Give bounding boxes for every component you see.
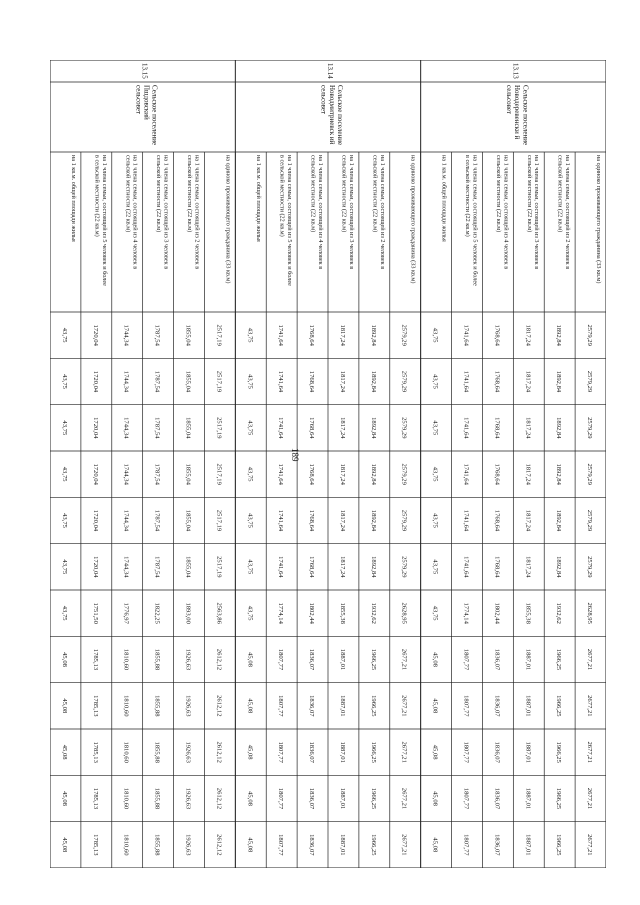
cell-value: 2628,95 xyxy=(400,602,408,624)
row-label: на 1 члена семьи, состоящей из 2 человек в xyxy=(564,155,572,270)
cell-value: 1807,77 xyxy=(462,695,470,717)
cell-value: 1720,04 xyxy=(91,324,99,346)
cell-value: 1926,63 xyxy=(184,834,192,856)
cell-value: 1892,84 xyxy=(555,556,563,578)
cell-value: 1785,13 xyxy=(91,648,99,671)
cell-value: 1836,07 xyxy=(493,695,501,717)
cell-value: 2579,29 xyxy=(400,370,408,393)
row-label: сельской местности (22 кв.м) xyxy=(371,155,379,233)
cell-value: 1887,01 xyxy=(338,741,346,763)
cell-value: 45,08 xyxy=(431,791,439,806)
cell-value: 1785,13 xyxy=(91,741,99,763)
cell-value: 1855,04 xyxy=(184,556,192,578)
cell-value: 2579,29 xyxy=(400,417,408,439)
page-number: 189 xyxy=(290,448,300,462)
cell-value: 1836,07 xyxy=(308,695,316,717)
cell-value: 2612,12 xyxy=(215,648,223,671)
row-label: сельской местности (22 кв.м) xyxy=(309,155,317,233)
cell-value: 1836,07 xyxy=(308,834,316,856)
cell-value: 1855,38 xyxy=(524,602,532,624)
row-label: в сельской местности (22 кв.м) xyxy=(464,155,472,237)
cell-value: 2517,19 xyxy=(215,370,223,393)
cell-value: 1855,04 xyxy=(184,509,192,532)
cell-value: 43,75 xyxy=(60,420,68,436)
row-label: сельской местности (22 кв.м) xyxy=(494,155,502,233)
cell-value: 2677,21 xyxy=(586,695,594,717)
cell-value: 1817,24 xyxy=(338,370,346,393)
cell-value: 1744,34 xyxy=(122,463,130,485)
row-label: на 1 члена семьи, состоящей из 5 человек и более xyxy=(471,155,479,286)
cell-value: 1768,64 xyxy=(308,370,316,393)
cell-value: 2517,19 xyxy=(215,324,223,346)
cell-value: 1855,88 xyxy=(153,741,161,763)
cell-value: 1817,24 xyxy=(338,463,346,485)
cell-value: 1926,63 xyxy=(184,695,192,717)
row-label: на 1 члена семьи, состоящей из 3 человек в xyxy=(162,155,170,270)
row-label: на одиноко проживающего гражданина (33 кв.м) xyxy=(409,155,417,284)
cell-value: 1966,25 xyxy=(555,787,563,810)
section-name: Новодмитриевск ий xyxy=(327,85,336,145)
cell-value: 1741,64 xyxy=(277,417,285,439)
cell-value: 43,75 xyxy=(246,559,254,575)
row-label: сельской местности (22 кв.м) xyxy=(340,155,348,233)
row-label: на 1 члена семьи, состоящей из 4 человек в xyxy=(502,155,510,270)
cell-value: 2579,29 xyxy=(586,370,594,393)
cell-value: 1720,04 xyxy=(91,463,99,485)
section-name: Новодеревенски й xyxy=(513,85,522,140)
cell-value: 1855,04 xyxy=(184,370,192,393)
cell-value: 45,08 xyxy=(246,837,254,853)
cell-value: 45,08 xyxy=(431,837,439,853)
cell-value: 1807,77 xyxy=(277,648,285,671)
cell-value: 1892,84 xyxy=(555,324,563,346)
cell-value: 1892,84 xyxy=(369,463,377,485)
row-label: в сельской местности (22 кв.м) xyxy=(278,155,286,237)
cell-value: 1887,01 xyxy=(524,834,532,856)
cell-value: 2612,12 xyxy=(215,695,223,717)
cell-value: 1855,04 xyxy=(184,463,192,485)
cell-value: 43,75 xyxy=(431,420,439,436)
cell-value: 1768,64 xyxy=(493,463,501,485)
cell-value: 1966,25 xyxy=(555,834,563,856)
row-label: на 1 члена семьи, состоящей из 3 человек в xyxy=(533,155,541,270)
cell-value: 1741,64 xyxy=(462,370,470,393)
cell-value: 45,08 xyxy=(431,698,439,714)
cell-value: 1768,64 xyxy=(308,324,316,346)
row-label: на одиноко проживающего гражданина (33 кв.м) xyxy=(224,155,232,284)
section-name: Сельское поселение xyxy=(336,85,344,146)
row-label: на 1 кв.м. общей площади жилья xyxy=(69,155,77,242)
cell-value: 2579,29 xyxy=(400,463,408,485)
cell-value: 1807,77 xyxy=(462,648,470,671)
row-label: на 1 члена семьи, состоящей из 3 человек в xyxy=(347,155,355,270)
cell-value: 43,75 xyxy=(60,513,68,528)
cell-value: 1741,64 xyxy=(277,370,285,393)
table-body xyxy=(50,60,606,868)
cell-value: 2677,21 xyxy=(586,787,594,810)
cell-value: 1932,62 xyxy=(555,602,563,624)
cell-value: 1887,01 xyxy=(524,648,532,671)
tariff-table xyxy=(50,60,606,868)
section-code: 13.14 xyxy=(326,63,334,79)
row-label: на 1 члена семьи, состоящей из 4 человек в xyxy=(131,155,139,270)
section-name: сельсовет xyxy=(504,85,513,115)
cell-value: 1855,38 xyxy=(338,602,346,624)
cell-value: 2579,29 xyxy=(586,556,594,578)
cell-value: 1892,84 xyxy=(369,417,377,439)
cell-value: 1926,63 xyxy=(184,787,192,810)
cell-value: 1744,34 xyxy=(122,556,130,578)
rotated-table-scan xyxy=(50,60,606,868)
cell-value: 2579,29 xyxy=(586,324,594,346)
cell-value: 1744,34 xyxy=(122,509,130,532)
cell-value: 1768,64 xyxy=(493,509,501,532)
cell-value: 43,75 xyxy=(60,605,68,621)
cell-value: 1807,77 xyxy=(277,787,285,810)
cell-value: 1768,64 xyxy=(493,417,501,439)
cell-value: 1817,24 xyxy=(524,417,532,439)
cell-value: 43,75 xyxy=(246,466,254,482)
cell-value: 1807,77 xyxy=(277,695,285,717)
row-label: на 1 члена семьи, состоящей из 5 человек и более xyxy=(286,155,294,286)
cell-value: 45,08 xyxy=(431,652,439,667)
cell-value: 1802,44 xyxy=(493,602,501,624)
cell-value: 1822,25 xyxy=(153,602,161,624)
row-label: в сельской местности (22 кв.м) xyxy=(93,155,101,237)
cell-value: 1807,77 xyxy=(277,741,285,763)
cell-value: 2579,29 xyxy=(586,509,594,532)
cell-value: 1855,04 xyxy=(184,417,192,439)
cell-value: 2517,19 xyxy=(215,509,223,532)
row-label: на 1 члена семьи, состоящей из 2 человек в xyxy=(193,155,201,270)
cell-value: 2677,21 xyxy=(400,787,408,810)
cell-value: 1966,25 xyxy=(369,695,377,717)
cell-value: 2677,21 xyxy=(586,834,594,856)
section-name: Пшдовский xyxy=(142,85,151,120)
cell-value: 1817,24 xyxy=(524,463,532,485)
cell-value: 2677,21 xyxy=(586,648,594,671)
cell-value: 43,75 xyxy=(431,605,439,621)
cell-value: 43,75 xyxy=(246,374,254,389)
cell-value: 2677,21 xyxy=(400,741,408,763)
cell-value: 1768,64 xyxy=(493,324,501,346)
cell-value: 1768,64 xyxy=(308,556,316,578)
cell-value: 1802,44 xyxy=(308,602,316,624)
cell-value: 1836,07 xyxy=(493,834,501,856)
cell-value: 2563,86 xyxy=(215,602,223,624)
cell-value: 1836,07 xyxy=(308,787,316,810)
cell-value: 2612,12 xyxy=(215,787,223,810)
cell-value: 1741,64 xyxy=(462,509,470,532)
cell-value: 1807,77 xyxy=(462,834,470,856)
cell-value: 1787,54 xyxy=(153,463,161,485)
section-code: 13.15 xyxy=(140,63,149,79)
cell-value: 1810,60 xyxy=(122,834,130,856)
cell-value: 1768,64 xyxy=(308,509,316,532)
cell-value: 2612,12 xyxy=(215,741,223,763)
cell-value: 1836,07 xyxy=(308,741,316,763)
cell-value: 1836,07 xyxy=(493,741,501,763)
cell-value: 1774,14 xyxy=(277,602,285,624)
row-label: на 1 члена семьи, состоящей из 4 человек в xyxy=(317,155,324,270)
cell-value: 2579,29 xyxy=(586,417,594,439)
cell-value: 1741,64 xyxy=(277,509,285,532)
row-label: на 1 кв.м. общей площади жилья xyxy=(440,155,448,242)
cell-value: 1887,01 xyxy=(524,695,532,717)
row-label: на 1 кв.м. общей площади жилья xyxy=(255,155,263,242)
cell-value: 1785,13 xyxy=(91,695,99,717)
cell-value: 1741,64 xyxy=(462,463,470,485)
cell-value: 1817,24 xyxy=(524,556,532,578)
cell-value: 45,08 xyxy=(246,652,254,667)
cell-value: 1966,25 xyxy=(555,695,563,717)
cell-value: 1836,07 xyxy=(493,648,501,671)
row-label: сельской местности (22 кв.м) xyxy=(155,155,163,233)
cell-value: 1926,63 xyxy=(184,648,192,671)
cell-value: 45,08 xyxy=(246,791,254,806)
cell-value: 1768,64 xyxy=(493,556,501,578)
cell-value: 43,75 xyxy=(431,327,439,343)
cell-value: 1720,04 xyxy=(91,370,99,393)
cell-value: 45,08 xyxy=(431,744,439,760)
cell-value: 1966,25 xyxy=(369,834,377,856)
row-label: сельской местности (22 кв.м) xyxy=(186,155,194,233)
row-label: на 1 члена семьи, состоящей из 5 человек и более xyxy=(100,155,108,286)
cell-value: 43,75 xyxy=(60,327,68,343)
cell-value: 1887,01 xyxy=(524,741,532,763)
cell-value: 1817,24 xyxy=(524,324,532,346)
row-label: сельской местности (22 кв.м) xyxy=(124,155,132,233)
cell-value: 2579,29 xyxy=(400,509,408,532)
cell-value: 43,75 xyxy=(431,374,439,389)
cell-value: 1817,24 xyxy=(524,509,532,532)
cell-value: 1966,25 xyxy=(369,648,377,671)
cell-value: 1741,64 xyxy=(462,324,470,346)
cell-value: 1855,88 xyxy=(153,648,161,671)
cell-value: 43,75 xyxy=(246,327,254,343)
cell-value: 1817,24 xyxy=(338,556,346,578)
row-label: на одиноко проживающего гражданина (33 кв.м) xyxy=(595,155,602,284)
cell-value: 1892,84 xyxy=(555,509,563,532)
cell-value: 1741,64 xyxy=(277,556,285,578)
cell-value: 2628,95 xyxy=(586,602,594,624)
cell-value: 1887,01 xyxy=(524,787,532,810)
cell-value: 43,75 xyxy=(246,513,254,528)
cell-value: 1855,88 xyxy=(153,834,161,856)
cell-value: 2677,21 xyxy=(586,741,594,763)
cell-value: 43,75 xyxy=(60,374,68,389)
cell-value: 1787,54 xyxy=(153,324,161,346)
cell-value: 1720,04 xyxy=(91,556,99,578)
cell-value: 1741,64 xyxy=(277,324,285,346)
cell-value: 1855,88 xyxy=(153,787,161,810)
cell-value: 43,75 xyxy=(431,466,439,482)
cell-value: 2579,29 xyxy=(400,556,408,578)
cell-value: 1751,50 xyxy=(91,602,99,624)
cell-value: 1836,07 xyxy=(493,787,501,810)
cell-value: 2517,19 xyxy=(215,463,223,485)
cell-value: 1810,60 xyxy=(122,695,130,717)
cell-value: 1810,60 xyxy=(122,741,130,763)
cell-value: 2579,29 xyxy=(400,324,408,346)
cell-value: 2677,21 xyxy=(400,834,408,856)
cell-value: 1966,25 xyxy=(555,741,563,763)
cell-value: 1807,77 xyxy=(462,787,470,810)
cell-value: 1817,24 xyxy=(338,509,346,532)
cell-value: 1741,64 xyxy=(462,417,470,439)
cell-value: 1892,84 xyxy=(369,509,377,532)
cell-value: 1887,01 xyxy=(338,787,346,810)
cell-value: 1787,54 xyxy=(153,417,161,439)
cell-value: 1744,34 xyxy=(122,370,130,393)
cell-value: 2517,19 xyxy=(215,556,223,578)
cell-value: 1787,54 xyxy=(153,509,161,532)
cell-value: 1720,04 xyxy=(91,509,99,532)
row-label: сельской местности (22 кв.м) xyxy=(525,155,533,233)
cell-value: 1768,64 xyxy=(493,370,501,393)
cell-value: 1744,34 xyxy=(122,324,130,346)
cell-value: 1785,13 xyxy=(91,787,99,810)
cell-value: 1810,60 xyxy=(122,787,130,810)
cell-value: 1741,64 xyxy=(277,463,285,485)
cell-value: 45,08 xyxy=(60,837,68,853)
cell-value: 45,08 xyxy=(60,744,68,760)
cell-value: 1932,62 xyxy=(369,602,377,624)
cell-value: 45,08 xyxy=(246,744,254,760)
cell-value: 1887,01 xyxy=(338,834,346,856)
cell-value: 1776,97 xyxy=(122,602,130,624)
cell-value: 45,08 xyxy=(246,698,254,714)
section-code: 13.13 xyxy=(511,63,520,79)
cell-value: 1787,54 xyxy=(153,370,161,393)
cell-value: 1966,25 xyxy=(369,741,377,763)
section-name: сельсовет xyxy=(134,85,143,115)
cell-value: 1836,07 xyxy=(308,648,316,671)
cell-value: 43,75 xyxy=(431,559,439,575)
cell-value: 1774,14 xyxy=(462,602,470,624)
cell-value: 2677,21 xyxy=(400,648,408,671)
cell-value: 1744,34 xyxy=(122,417,130,439)
cell-value: 43,75 xyxy=(246,605,254,621)
cell-value: 1892,84 xyxy=(369,556,377,578)
cell-value: 1926,63 xyxy=(184,741,192,763)
cell-value: 1768,64 xyxy=(308,417,316,439)
cell-value: 45,08 xyxy=(60,791,68,806)
cell-value: 1741,64 xyxy=(462,556,470,578)
cell-value: 43,75 xyxy=(60,559,68,575)
cell-value: 45,08 xyxy=(60,652,68,667)
cell-value: 2517,19 xyxy=(215,417,223,439)
cell-value: 1893,00 xyxy=(184,602,192,624)
cell-value: 1892,84 xyxy=(555,370,563,393)
cell-value: 1887,01 xyxy=(338,695,346,717)
cell-value: 1785,13 xyxy=(91,834,99,856)
cell-value: 1720,04 xyxy=(91,417,99,439)
cell-value: 2677,21 xyxy=(400,695,408,717)
cell-value: 1855,04 xyxy=(184,324,192,346)
cell-value: 1787,54 xyxy=(153,556,161,578)
cell-value: 1817,24 xyxy=(338,417,346,439)
section-name: Сельское поселение xyxy=(521,85,530,146)
cell-value: 1807,77 xyxy=(462,741,470,763)
section-name: Сельское поселение xyxy=(150,85,159,146)
section-name: сельсовет xyxy=(319,85,328,115)
cell-value: 2579,29 xyxy=(586,463,594,485)
row-label: на 1 члена семьи, состоящей из 2 человек в xyxy=(378,155,386,270)
cell-value: 45,08 xyxy=(60,698,68,714)
cell-value: 1892,84 xyxy=(555,417,563,439)
cell-value: 1966,25 xyxy=(369,787,377,810)
cell-value: 1855,88 xyxy=(153,695,161,717)
cell-value: 1966,25 xyxy=(555,648,563,671)
cell-value: 43,75 xyxy=(246,420,254,436)
cell-value: 1892,84 xyxy=(369,324,377,346)
cell-value: 1807,77 xyxy=(277,834,285,856)
cell-value: 2612,12 xyxy=(215,834,223,856)
cell-value: 1892,84 xyxy=(555,463,563,485)
cell-value: 1892,84 xyxy=(369,370,377,393)
cell-value: 1768,64 xyxy=(308,463,316,485)
cell-value: 1817,24 xyxy=(524,370,532,393)
row-label: сельской местности (22 кв.м) xyxy=(556,155,564,233)
cell-value: 1887,01 xyxy=(338,648,346,671)
cell-value: 43,75 xyxy=(60,466,68,482)
cell-value: 1810,60 xyxy=(122,648,130,671)
cell-value: 43,75 xyxy=(431,513,439,528)
cell-value: 1817,24 xyxy=(338,324,346,346)
